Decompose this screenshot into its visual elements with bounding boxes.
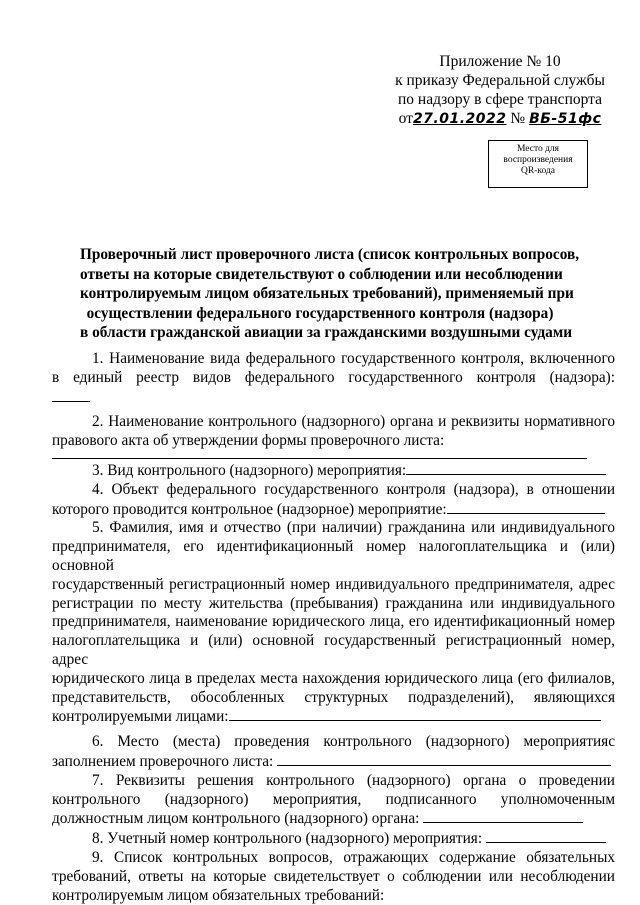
number-prefix: № — [510, 110, 526, 127]
item-7-line1: 7. Реквизиты решения контрольного (надзорного) органа о проведении — [92, 771, 615, 789]
item-2-line1: 2. Наименование контрольного (надзорного) органа и реквизиты нормативного — [92, 413, 615, 431]
item-5-line1: 5. Фамилия, имя и отчество (при наличии) гражданина или индивидуального — [92, 519, 615, 537]
order-reference: к приказу Федеральной службы — [395, 72, 605, 89]
item-3-answer-line — [406, 461, 606, 475]
item-5-line3: государственный регистрационный номер индивидуального предпринимателя, адрес — [52, 575, 615, 593]
item-4-line2 — [52, 500, 615, 520]
item-8-answer-line — [486, 829, 606, 843]
item-9-line1: 9. Список контрольных вопросов, отражающих содержание обязательных — [92, 848, 615, 866]
title-line: контролируемым лицом обязательных требований), применяемый при — [80, 285, 574, 302]
item-7-line3 — [52, 809, 615, 829]
item-9-line3: контролируемым лицом обязательных требований: — [52, 886, 385, 904]
item-3 — [52, 461, 615, 481]
item-5-line5: предпринимателя, наименование юридического лица, его идентификационный номер — [52, 613, 615, 631]
item-5-line9 — [52, 707, 615, 727]
date-prefix: от — [398, 110, 413, 127]
item-1-line1: 1. Наименование вида федерального государственного контроля, включенного — [92, 350, 615, 367]
item-8-label: 8. Учетный номер контрольного (надзорного) мероприятия: — [92, 830, 483, 848]
item-5-label: контролируемыми лицами: — [52, 708, 229, 726]
item-4-line1: 4. Объект федерального государственного контроля (надзора), в отношении — [92, 480, 615, 498]
order-number: ВБ-51фс — [529, 111, 602, 127]
qr-label-line3: QR-кода — [520, 166, 556, 176]
item-8 — [52, 829, 615, 849]
item-1-line2: в единый реестр видов федерального государственного контроля (надзора): — [52, 368, 615, 386]
qr-label-line1: Место для — [516, 144, 560, 154]
order-date: 27.01.2022 — [412, 111, 507, 127]
item-4-answer-line — [447, 500, 605, 514]
item-5-line8: представительств, обособленных структурных подразделений), являющихся — [52, 688, 615, 706]
item-5-line2: предпринимателя, его идентификационный номер налогоплательщика и (или) основной — [52, 538, 615, 574]
title-line: Проверочный лист проверочного листа (список контрольных вопросов, — [80, 246, 580, 263]
item-5-line6: налогоплательщика и (или) основной государственный регистрационный номер, адрес — [52, 632, 615, 668]
item-9-line2: требований, ответы на которые свидетельствует о соблюдении или несоблюдении — [52, 867, 615, 885]
item-6-line2 — [52, 752, 615, 772]
item-6-label: заполнением проверочного листа: — [52, 752, 274, 770]
item-5-answer-line — [229, 707, 601, 721]
title-line: осуществлении федерального государственного контроля (надзора) — [86, 304, 554, 322]
item-7-label: должностным лицом контрольного (надзорного) органа: — [52, 810, 420, 828]
document-body — [52, 350, 615, 905]
qr-code-placeholder — [488, 140, 588, 188]
item-7-answer-line — [423, 809, 583, 823]
document-title — [80, 245, 580, 343]
item-4-label: которого проводится контрольное (надзорное) мероприятие: — [52, 500, 447, 518]
item-2-answer-line — [52, 451, 587, 459]
item-5-line4: регистрации по месту жительства (пребывания) гражданина или индивидуального — [52, 594, 615, 612]
order-authority: по надзору в сфере транспорта — [397, 91, 602, 108]
item-1-answer — [52, 388, 615, 408]
title-line: ответы на которые свидетельствуют о соблюдении или несоблюдении — [80, 265, 563, 283]
order-date-line — [380, 109, 620, 129]
appendix-number: Приложение № 10 — [439, 53, 561, 70]
item-6-line1: 6. Место (места) проведения контрольного (надзорного) мероприятияс — [92, 733, 615, 751]
document-header — [380, 52, 620, 129]
item-7-line2: контрольного (надзорного) мероприятия, подписанного уполномоченным — [52, 790, 615, 808]
item-2-line2: правового акта об утверждении формы проверочного листа: — [52, 432, 445, 450]
qr-label-line2: воспроизведения — [503, 155, 573, 165]
item-5-line7: юридического лица в пределах места нахождения юридического лица (его филиалов, — [52, 669, 615, 687]
item-3-label: 3. Вид контрольного (надзорного) мероприятия: — [92, 461, 407, 479]
title-line: в области гражданской авиации за гражданскими воздушными судами — [80, 324, 573, 341]
item-6-answer-line — [277, 752, 611, 766]
